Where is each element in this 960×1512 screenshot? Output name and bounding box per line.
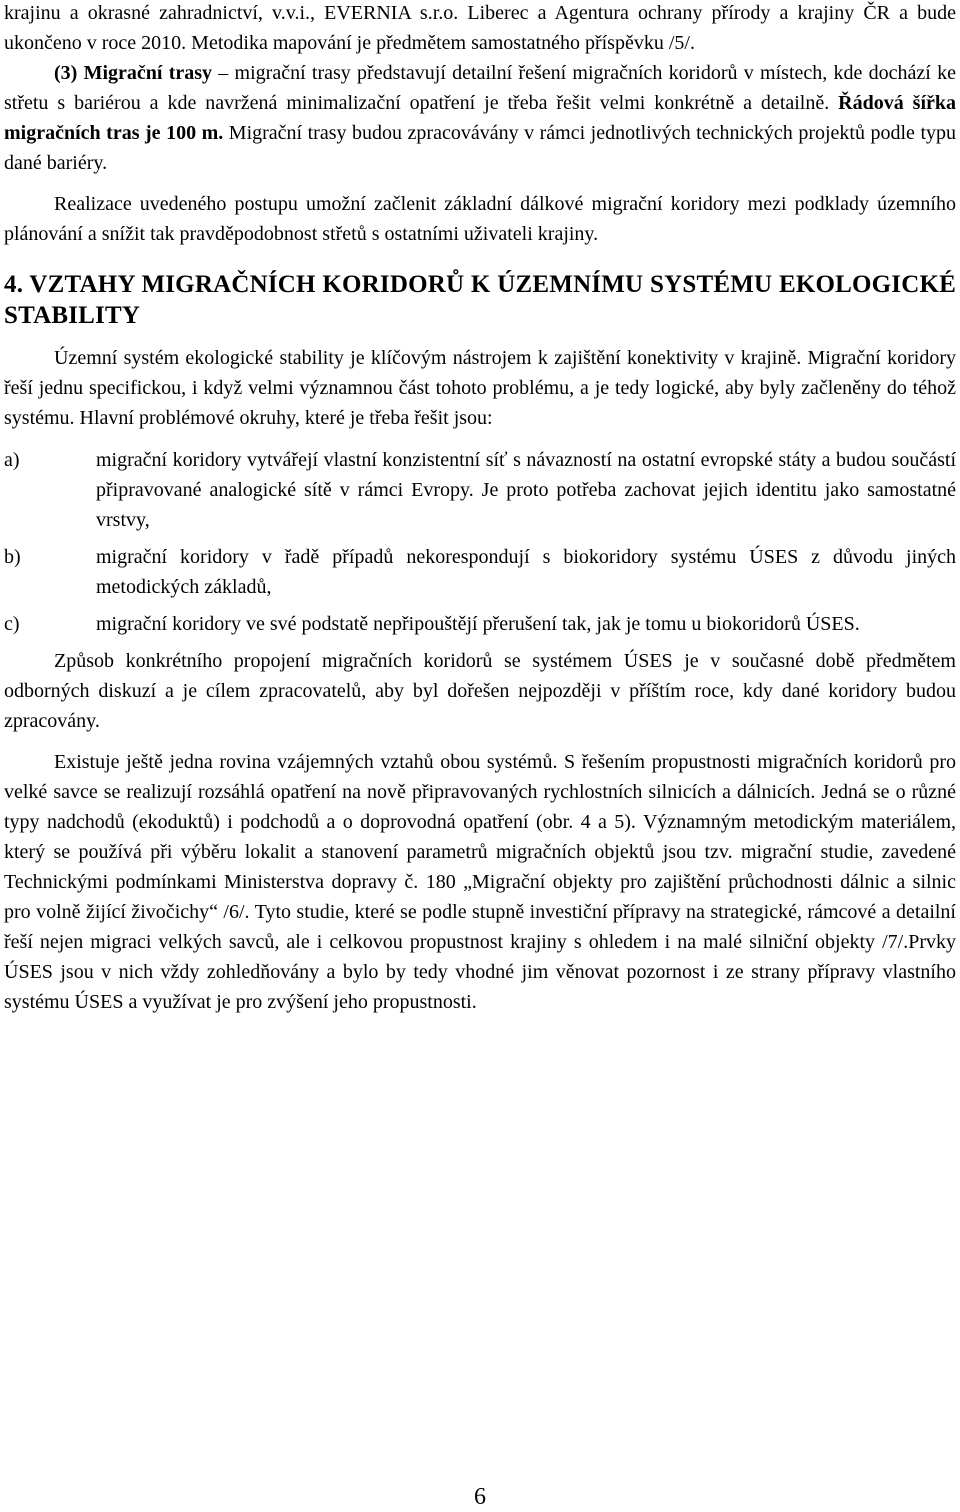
intro-continued-paragraph: krajinu a okrasné zahradnictví, v.v.i., EVERNIA s.r.o. Liberec a Agentura ochrany přírody a krajiny ČR a bude ukončeno v roce 2010. Metodika mapování je předmětem samostatného příspěvku /5/. (4, 2, 956, 54)
migration-routes-lead: (3) Migrační trasy (54, 62, 213, 84)
page-number: 6 (474, 1484, 486, 1510)
list-marker: a) (4, 449, 20, 471)
section-heading: 4. VZTAHY MIGRAČNÍCH KORIDORŮ K ÚZEMNÍMU SYSTÉMU EKOLOGICKÉ STABILITY (4, 271, 956, 329)
list-marker: c) (4, 613, 20, 635)
list-item (4, 445, 956, 535)
migration-routes-width-sentence: Řádová šířka migračních tras je 100 m. (4, 92, 957, 144)
section-intro-paragraph: Územní systém ekologické stability je klíčovým nástrojem k zajištění konektivity v krajině. Migrační koridory řeší jednu specifickou, i když velmi významnou část tohoto problému, a je tedy logické, aby byly začleněny do téhož systému. Hlavní problémové okruhy, které je třeba řešit jsou: (4, 347, 956, 429)
migration-routes-text-after: Migrační trasy budou zpracovávány v rámci jednotlivých technických projektů podle typu dané bariéry. (4, 122, 956, 174)
list-item-text: migrační koridory ve své podstatě nepřipouštějí přerušení tak, jak je tomu u biokoridorů ÚSES. (96, 613, 860, 635)
list-marker: b) (4, 546, 21, 568)
list-item (4, 542, 956, 602)
list-item-text: migrační koridory v řadě případů nekorespondují s biokoridory systému ÚSES z důvodu jiných metodických základů, (96, 546, 956, 598)
migration-routes-paragraph (4, 58, 956, 178)
connection-paragraph: Způsob konkrétního propojení migračních koridorů se systémem ÚSES je v současné době předmětem odborných diskuzí a je cílem zpracovatelů, aby byl dořešen nejpozději v příštím roce, kdy dané koridory budou zpracovány. (4, 650, 956, 732)
realization-paragraph: Realizace uvedeného postupu umožní začlenit základní dálkové migrační koridory mezi podklady územního plánování a snížit tak pravděpodobnost střetů s ostatními uživateli krajiny. (4, 193, 956, 245)
migration-routes-text: – migrační trasy představují detailní řešení migračních koridorů v místech, kde dochází ke střetu s bariérou a kde navržená minimalizační opatření je třeba řešit velmi konkrétně a detailně. (4, 62, 956, 114)
document-page (4, 0, 956, 1017)
list-item-text: migrační koridory vytvářejí vlastní konzistentní síť s návazností na ostatní evropské státy a budou součástí připravované analogické sítě v rámci Evropy. Je proto potřeba zachovat jejich identitu jako samostatné vrstvy, (96, 449, 956, 531)
problem-list (4, 445, 956, 639)
another-level-paragraph: Existuje ještě jedna rovina vzájemných vztahů obou systémů. S řešením propustnosti migračních koridorů pro velké savce se realizují rozsáhlá opatření na nově připravovaných rychlostních silnicích a dálnicích. Jedná se o různé typy nadchodů (ekoduktů) i podchodů a o doprovodná opatření (obr. 4 a 5). Významným metodickým materiálem, který se používá při výběru lokalit a stanovení parametrů migračních objektů jsou tzv. migrační studie, zavedené Technickými podmínkami Ministerstva dopravy č. 180 „Migrační objekty pro zajištění průchodnosti dálnic a silnic pro volně žijící živočichy“ /6/. Tyto studie, které se podle stupně investiční přípravy na strategické, rámcové a detailní řeší nejen migraci velkých savců, ale i celkovou propustnost krajiny s ohledem i na malé silniční objekty /7/.Prvky ÚSES jsou v nich vždy zohledňovány a bylo by tedy vhodné jim věnovat pozornost i ze strany přípravy vlastního systému ÚSES a využívat je pro zvýšení jeho propustnosti. (4, 751, 956, 1013)
list-item (4, 609, 956, 639)
